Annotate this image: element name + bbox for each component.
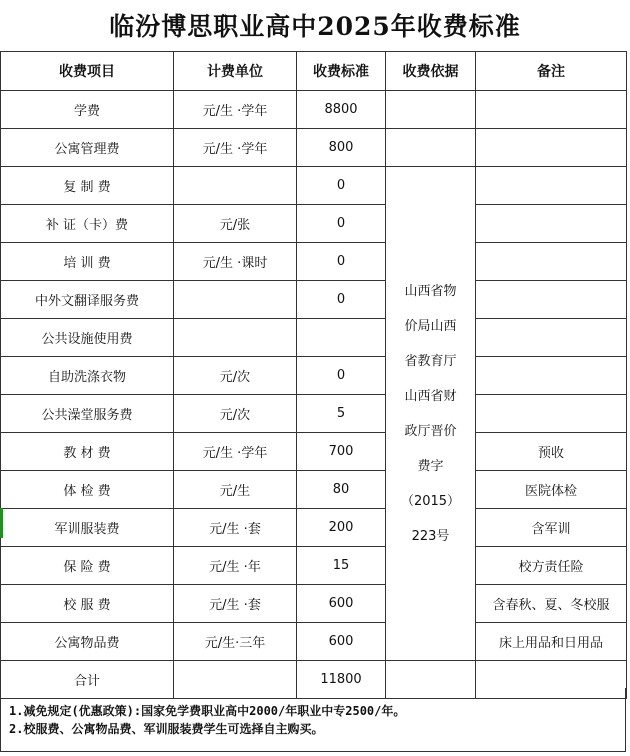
cell-amount: 800 (297, 129, 386, 167)
cell-unit: 元/生 ·学年 (174, 433, 297, 471)
cell-item: 军训服装费 (1, 509, 174, 547)
cell-amount: 200 (297, 509, 386, 547)
cell-unit: 元/生 ·课时 (174, 243, 297, 281)
header-note: 备注 (476, 52, 627, 91)
cell-note (476, 319, 627, 357)
cell-note: 含春秋、夏、冬校服 (476, 585, 627, 623)
footnotes (0, 688, 626, 752)
cell-item: 公共设施使用费 (1, 319, 174, 357)
table-row (1, 319, 627, 357)
cell-amount: 700 (297, 433, 386, 471)
cell-basis (386, 129, 476, 167)
cell-note (476, 357, 627, 395)
table-row (1, 433, 627, 471)
cell-unit: 元/生 ·年 (174, 547, 297, 585)
cell-amount: 0 (297, 281, 386, 319)
cell-item: 中外文翻译服务费 (1, 281, 174, 319)
table-row (1, 547, 627, 585)
basis-line: 省教育厅 (404, 353, 457, 369)
cell-item: 教 材 费 (1, 433, 174, 471)
cell-note (476, 167, 627, 205)
cell-item: 复 制 费 (1, 167, 174, 205)
cell-unit: 元/次 (174, 395, 297, 433)
cell-note (476, 395, 627, 433)
table-row (1, 205, 627, 243)
basis-line: 费字 (417, 458, 444, 474)
header-unit: 计费单位 (174, 52, 297, 91)
footnote-line: 2.校服费、公寓物品费、军训服装费学生可选择自主购买。 (9, 722, 324, 736)
cell-unit: 元/生 ·套 (174, 509, 297, 547)
basis-line: 223号 (411, 528, 450, 544)
cell-item: 培 训 费 (1, 243, 174, 281)
cell-item: 自助洗涤衣物 (1, 357, 174, 395)
basis-line: （2015） (400, 493, 461, 509)
cell-item: 保 险 费 (1, 547, 174, 585)
cell-amount (297, 319, 386, 357)
cell-unit (174, 281, 297, 319)
cell-item: 公共澡堂服务费 (1, 395, 174, 433)
table-row (1, 243, 627, 281)
basis-line: 价局山西 (404, 318, 457, 334)
cell-item: 学费 (1, 91, 174, 129)
cell-note: 床上用品和日用品 (476, 623, 627, 661)
cell-amount: 15 (297, 547, 386, 585)
cell-unit: 元/生 ·套 (174, 585, 297, 623)
cell-amount: 0 (297, 357, 386, 395)
fee-basis-cell (386, 167, 476, 661)
cell-amount: 600 (297, 623, 386, 661)
table-row (1, 623, 627, 661)
basis-line: 山西省财 (404, 388, 457, 404)
cell-amount: 80 (297, 471, 386, 509)
footnote-line: 1.减免规定(优惠政策):国家免学费职业高中2000/年职业中专2500/年。 (9, 704, 406, 718)
cell-amount: 5 (297, 395, 386, 433)
table-row (1, 357, 627, 395)
table-row (1, 129, 627, 167)
cell-unit (174, 319, 297, 357)
cell-unit (174, 167, 297, 205)
table-row (1, 167, 627, 205)
cell-item: 公寓物品费 (1, 623, 174, 661)
total-label: 合计 (1, 661, 174, 699)
cell-item: 校 服 费 (1, 585, 174, 623)
row-marker (0, 508, 3, 538)
table-row (1, 281, 627, 319)
header-basis: 收费依据 (386, 52, 476, 91)
cell-note: 含军训 (476, 509, 627, 547)
cell-unit: 元/生·三年 (174, 623, 297, 661)
cell-amount: 8800 (297, 91, 386, 129)
cell-item: 体 检 费 (1, 471, 174, 509)
header-item: 收费项目 (1, 52, 174, 91)
cell-note (476, 129, 627, 167)
cell-note (476, 243, 627, 281)
cell-amount: 0 (297, 243, 386, 281)
cell-note: 医院体检 (476, 471, 627, 509)
fee-table (0, 51, 627, 699)
cell-basis (386, 91, 476, 129)
cell-unit: 元/生 ·学年 (174, 129, 297, 167)
cell-note: 校方责任险 (476, 547, 627, 585)
basis-line: 政厅晋价 (404, 423, 457, 439)
cell-note (476, 91, 627, 129)
header-row (1, 52, 627, 91)
cell-note (476, 281, 627, 319)
table-row (1, 91, 627, 129)
table-row (1, 395, 627, 433)
cell-unit: 元/生 (174, 471, 297, 509)
cell-unit: 元/张 (174, 205, 297, 243)
cell-item: 公寓管理费 (1, 129, 174, 167)
cell-amount: 0 (297, 205, 386, 243)
header-amount: 收费标准 (297, 52, 386, 91)
table-row (1, 509, 627, 547)
table-row (1, 585, 627, 623)
total-amount: 11800 (297, 661, 386, 699)
cell-amount: 0 (297, 167, 386, 205)
cell-item: 补 证（卡）费 (1, 205, 174, 243)
cell-note: 预收 (476, 433, 627, 471)
page-title: 临汾博思职业高中2025年收费标准 (109, 12, 521, 41)
table-row (1, 471, 627, 509)
basis-line: 山西省物 (404, 283, 457, 299)
cell-amount: 600 (297, 585, 386, 623)
cell-unit: 元/生 ·学年 (174, 91, 297, 129)
cell-unit: 元/次 (174, 357, 297, 395)
cell-note (476, 205, 627, 243)
